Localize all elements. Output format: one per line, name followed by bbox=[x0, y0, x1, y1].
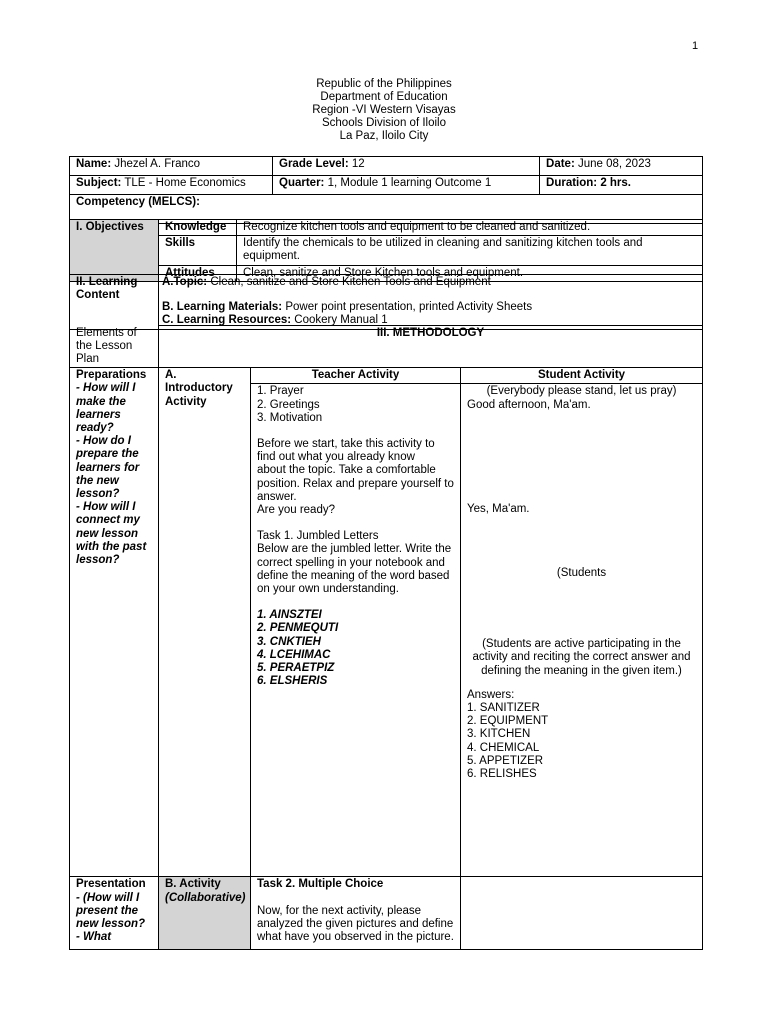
student-pray: (Everybody please stand, let us pray) bbox=[486, 385, 677, 398]
jumbled-word: 1. AINSZTEI bbox=[257, 609, 322, 622]
teacher-activity-header: Teacher Activity bbox=[251, 368, 461, 384]
elements-label: Elements of the Lesson Plan bbox=[70, 326, 159, 368]
objective-text: Recognize kitchen tools and equipment to be cleaned and sanitized. bbox=[237, 220, 703, 236]
objective-domain: Skills bbox=[159, 236, 237, 265]
learning-content-label: II. Learning Content bbox=[70, 275, 159, 330]
answer-item: 3. KITCHEN bbox=[467, 728, 531, 741]
task2-cell: Task 2. Multiple Choice Now, for the next activity, please analyzed the given pictures and define what have you observed in the picture. bbox=[251, 877, 461, 950]
teacher-activity-cell bbox=[251, 384, 461, 877]
answer-item: 4. CHEMICAL bbox=[467, 741, 540, 754]
topic-line: A.Topic: Clean, sanitize and Store Kitchen Tools and Equipment bbox=[162, 276, 491, 288]
header-line: Department of Education bbox=[320, 91, 448, 103]
student-ready: Yes, Ma'am. bbox=[467, 502, 530, 515]
subject-cell: Subject: TLE - Home Economics bbox=[70, 176, 273, 195]
preparations-cell: Preparations - How will I make the learners ready? - How do I prepare the learners for the new lesson? - How will I connect my new lesson with the past lesson? bbox=[70, 368, 159, 877]
objective-domain: Knowledge bbox=[159, 220, 237, 236]
jumbled-word: 5. PERAETPIZ bbox=[257, 661, 335, 674]
student-partial: (Students bbox=[556, 566, 607, 579]
answer-item: 1. SANITIZER bbox=[467, 701, 540, 714]
student-greeting: Good afternoon, Ma'am. bbox=[467, 398, 591, 411]
activity-sub: (Collaborative) bbox=[165, 891, 246, 904]
teacher-list: 1. Prayer 2. Greetings 3. Motivation bbox=[257, 385, 323, 424]
page-number: 1 bbox=[692, 40, 699, 52]
student-active: (Students are active participating in the activity and reciting the correct answer and defining the meaning in the given item.) bbox=[472, 638, 691, 677]
resources-line: C. Learning Resources: Cookery Manual 1 bbox=[162, 314, 388, 327]
header-line: Republic of the Philippines bbox=[316, 78, 452, 90]
document-header bbox=[0, 78, 768, 143]
student-activity-cell bbox=[461, 384, 703, 877]
presentation-cell: Presentation - (How will I present the new lesson? - What bbox=[70, 877, 159, 950]
header-line: La Paz, Iloilo City bbox=[339, 130, 429, 142]
student-activity-header: Student Activity bbox=[461, 368, 703, 384]
quarter-cell: Quarter: 1, Module 1 learning Outcome 1 bbox=[273, 176, 540, 195]
methodology-title: III. METHODOLOGY bbox=[159, 326, 703, 368]
preparations-questions: - How will I make the learners ready? - How do I prepare the learners for the new lesson? - How will I connect my new lesson with the past lesson? bbox=[76, 382, 147, 566]
introductory-activity-label: A. Introductory Activity bbox=[159, 368, 251, 877]
answers-label: Answers: bbox=[467, 688, 515, 701]
task1-text: Below are the jumbled letter. Write the correct spelling in your notebook and define the meaning of the word based on your own understanding. bbox=[257, 543, 452, 595]
jumbled-word: 3. CNKTIEH bbox=[257, 635, 321, 648]
task1-title: Task 1. Jumbled Letters bbox=[257, 530, 379, 543]
date-cell: Date: June 08, 2023 bbox=[540, 157, 703, 176]
presentation-questions: - (How will I present the new lesson? - What bbox=[76, 891, 146, 944]
task2-student-cell bbox=[461, 877, 703, 950]
duration-cell: Duration: 2 hrs. bbox=[540, 176, 703, 195]
jumbled-word: 2. PENMEQUTI bbox=[257, 622, 339, 635]
answer-item: 6. RELISHES bbox=[467, 767, 537, 780]
task2-text: Now, for the next activity, please analyzed the given pictures and define what have you observed in the picture. bbox=[257, 904, 454, 943]
name-cell: Name: Jhezel A. Franco bbox=[70, 157, 273, 176]
learning-content-table bbox=[69, 274, 703, 330]
header-line: Region -VI Western Visayas bbox=[312, 104, 456, 116]
objective-text: Clean, sanitize and Store Kitchen tools and equipment. bbox=[237, 265, 703, 281]
methodology-table bbox=[69, 325, 703, 950]
grade-cell: Grade Level: 12 bbox=[273, 157, 540, 176]
lesson-info-table bbox=[69, 156, 703, 224]
objective-domain: Attitudes bbox=[159, 265, 237, 281]
answer-item: 5. APPETIZER bbox=[467, 754, 544, 767]
competency-cell: Competency (MELCS): bbox=[70, 195, 703, 224]
header-line: Schools Division of Iloilo bbox=[321, 117, 446, 129]
materials-line: B. Learning Materials: Power point presentation, printed Activity Sheets bbox=[162, 301, 533, 314]
jumbled-word: 4. LCEHIMAC bbox=[257, 648, 331, 661]
teacher-intro-text: Before we start, take this activity to find out what you already know about the topic. Take a comfortable position. Relax and prepare yourself to answer. Are you ready? bbox=[257, 437, 454, 516]
answer-item: 2. EQUIPMENT bbox=[467, 715, 549, 728]
jumbled-word: 6. ELSHERIS bbox=[257, 675, 328, 688]
objectives-table bbox=[69, 219, 703, 282]
activity-label: B. Activity (Collaborative) bbox=[159, 877, 251, 950]
learning-content-body bbox=[159, 275, 703, 330]
objectives-label: I. Objectives bbox=[70, 220, 159, 282]
objective-text: Identify the chemicals to be utilized in cleaning and sanitizing kitchen tools and equipment. bbox=[237, 236, 703, 265]
